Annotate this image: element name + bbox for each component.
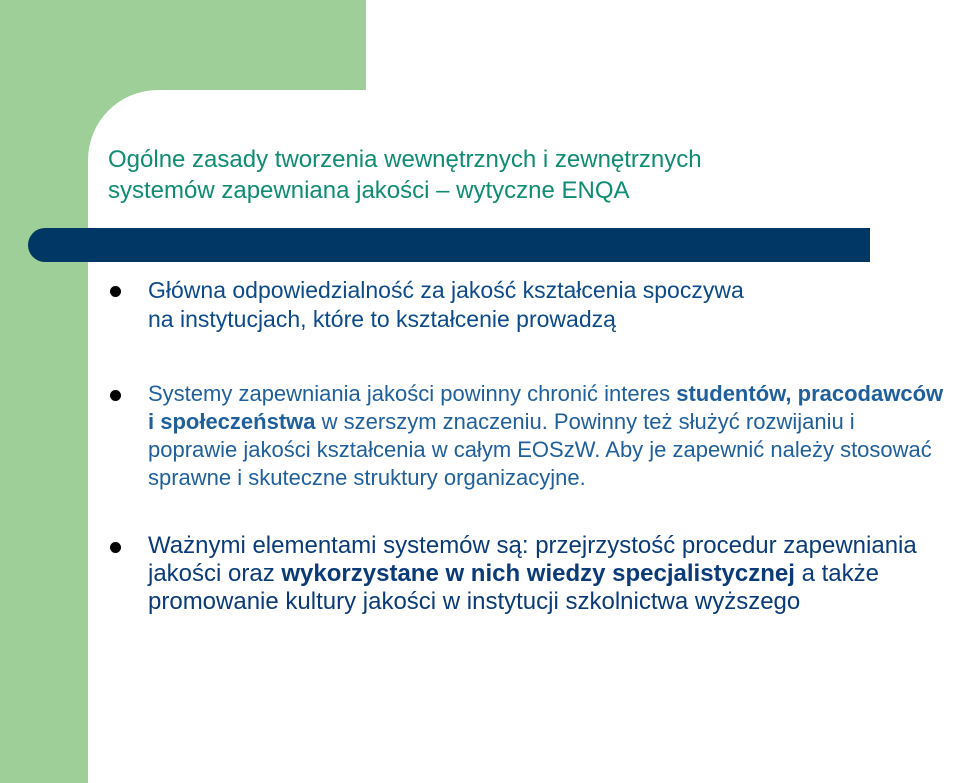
bullet-1-line-1: Główna odpowiedzialność za jakość kształcenia spoczywa	[148, 277, 744, 303]
bullet-item-3	[110, 532, 950, 616]
bullet-3-text-start: Ważnymi elementami systemów są: przejrzystość procedur zapewniania jakości oraz	[148, 532, 917, 587]
bullet-2-text-bold: studentów, pracodawców i społeczeństwa	[148, 381, 944, 434]
bullet-2-text-start: Systemy zapewniania jakości powinny chronić interes	[148, 381, 677, 406]
title-underline-bar	[28, 228, 870, 262]
slide-title-line-2: systemów zapewniana jakości – wytyczne ENQA	[108, 177, 630, 204]
bullet-1-line-2: na instytucjach, które to kształcenie prowadzą	[148, 306, 616, 332]
bullet-dot-icon	[110, 390, 121, 401]
slide-title	[108, 144, 928, 206]
bullet-dot-icon	[110, 286, 121, 297]
bullet-dot-icon	[110, 542, 121, 553]
slide-title-line-1: Ogólne zasady tworzenia wewnętrznych i zewnętrznych	[108, 146, 702, 173]
bullet-list	[110, 276, 950, 616]
bullet-2-text-end: w szerszym znaczeniu. Powinny też służyć rozwijaniu i poprawie jakości kształcenia w całym EOSzW. Aby je zapewnić należy stosować sprawne i skuteczne struktury organizacyjne.	[148, 409, 932, 490]
bullet-3-text-bold: wykorzystane w nich wiedzy specjalistycznej	[281, 560, 795, 587]
bullet-item-1	[110, 276, 950, 334]
bullet-item-2	[110, 380, 950, 492]
bullet-3-text-end: a także promowanie kultury jakości w instytucji szkolnictwa wyższego	[148, 560, 879, 615]
